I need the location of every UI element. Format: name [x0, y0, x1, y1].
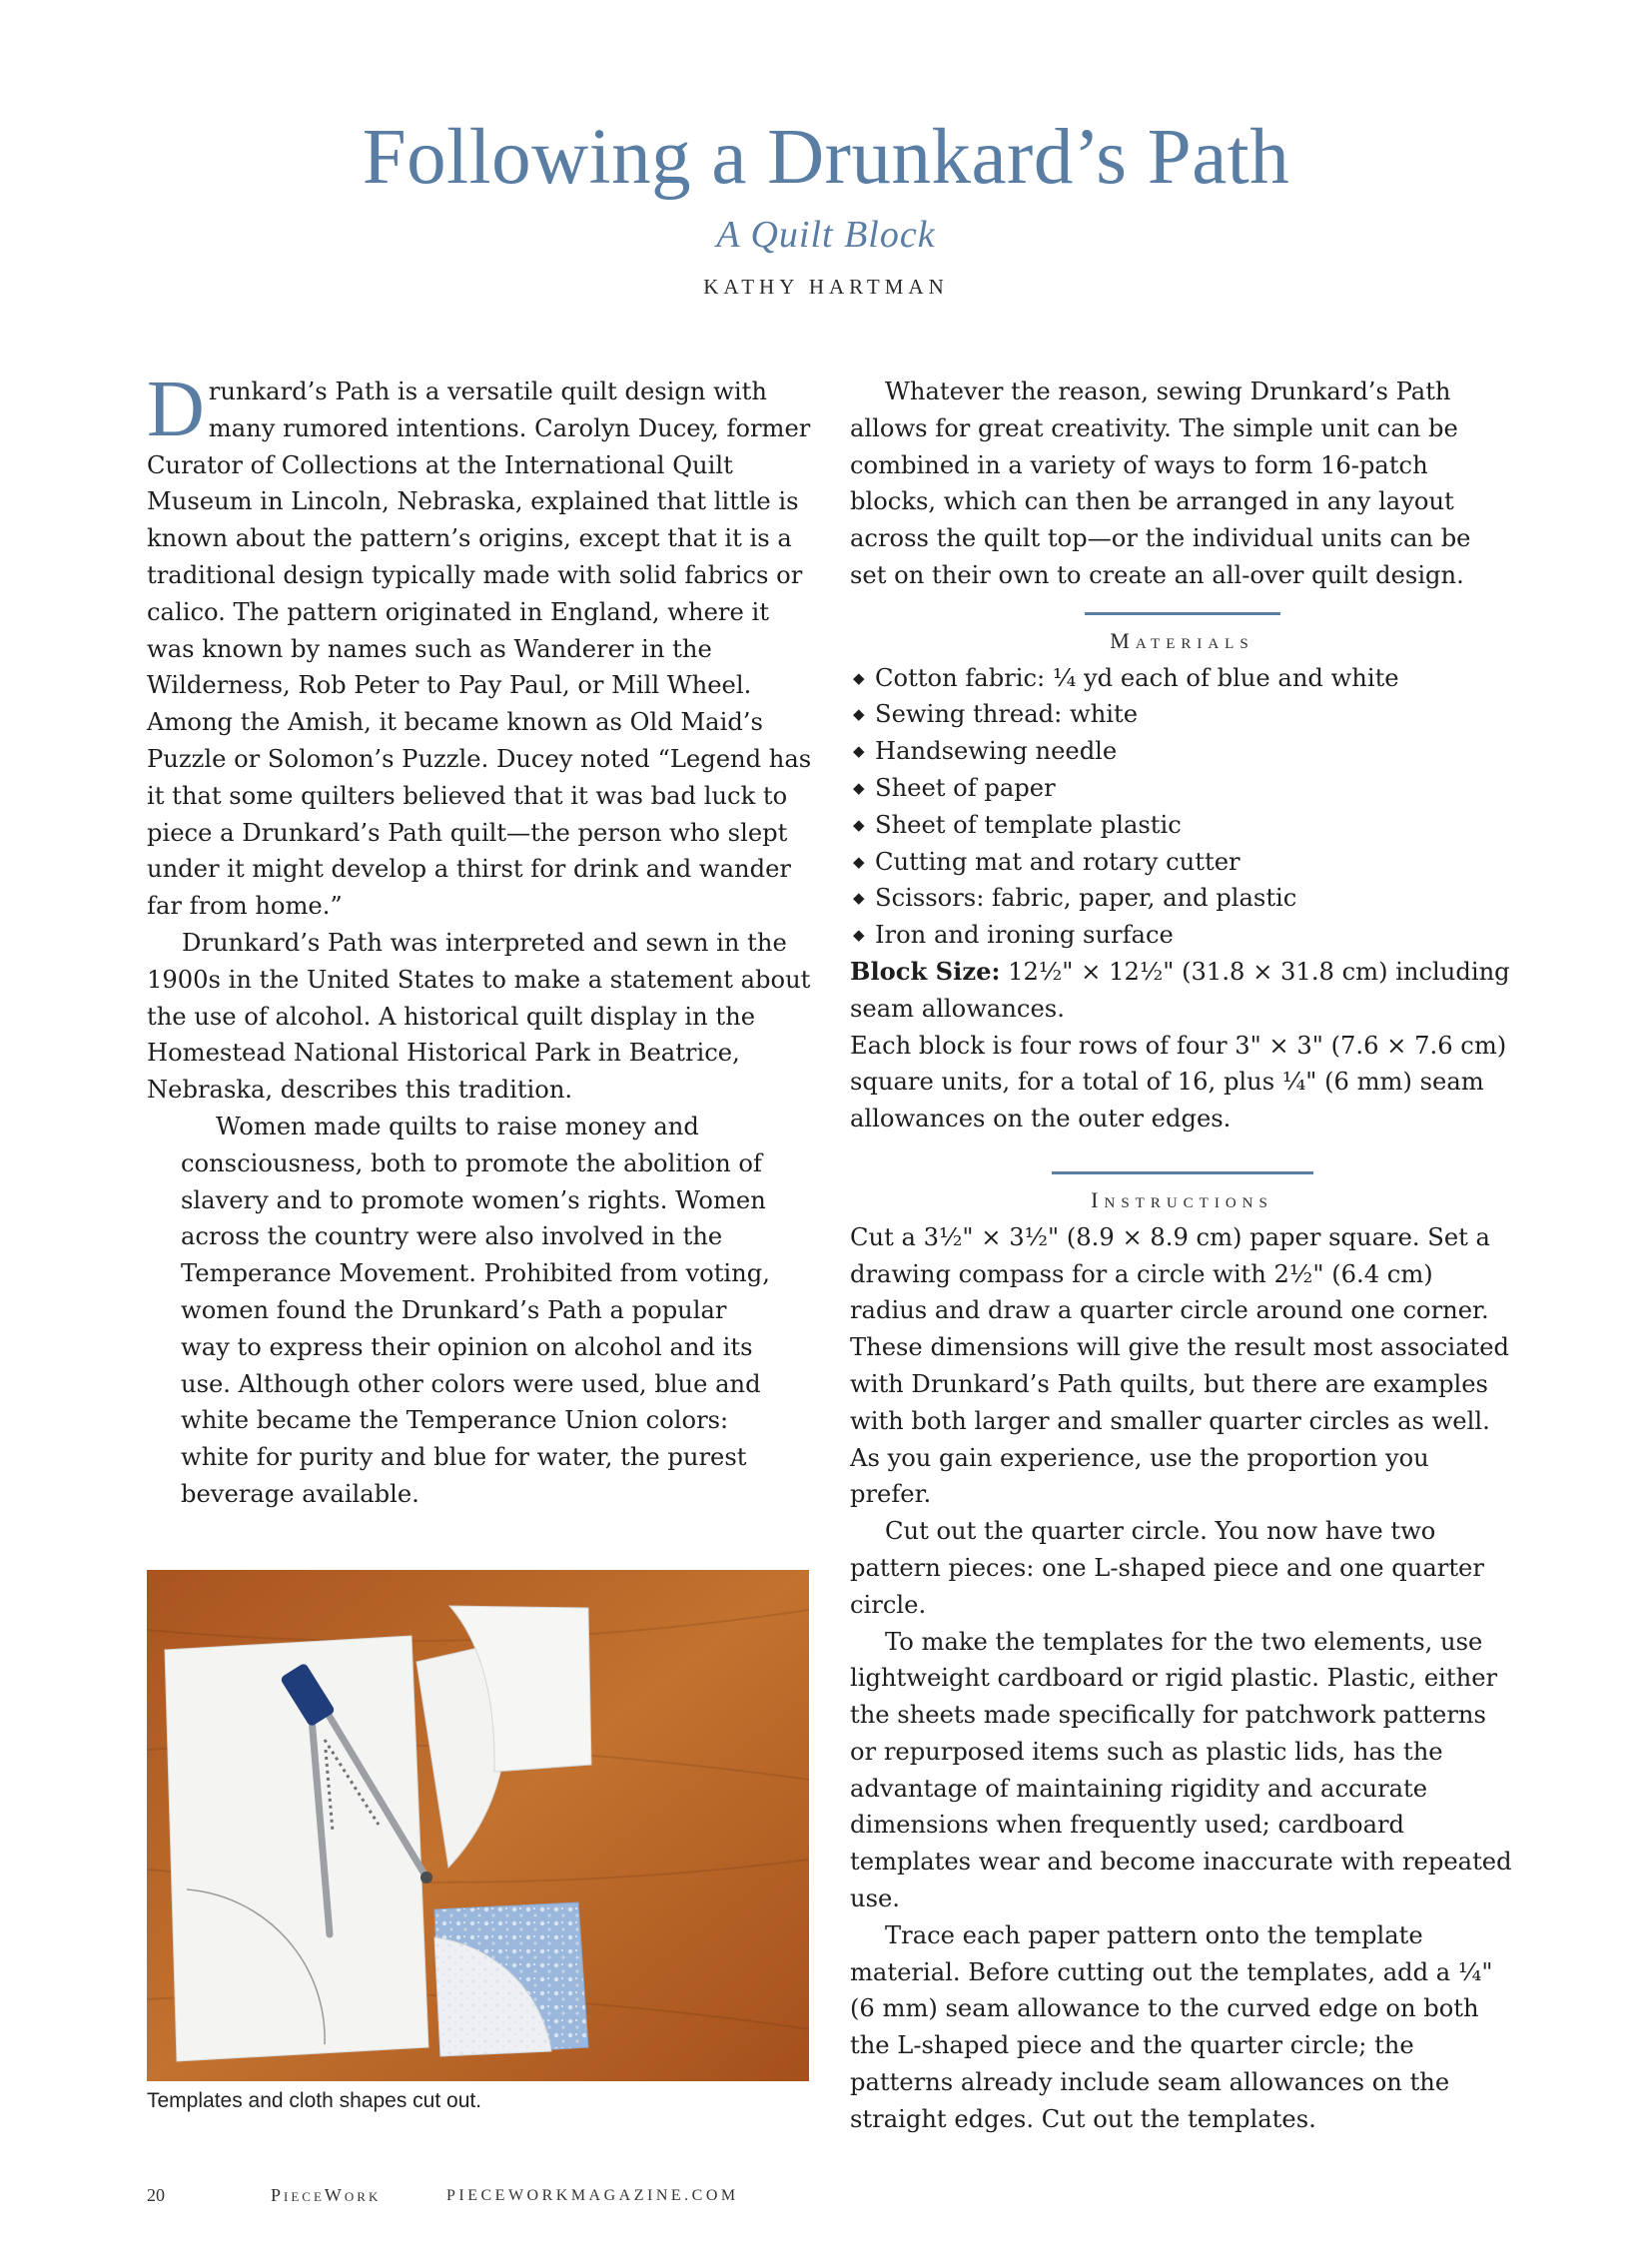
article-subtitle: A Quilt Block [716, 214, 936, 256]
quote-text: Women made quilts to raise money and consciousness, both to promote the abolition of slavery and to promote women’s rights. Women across the country were also involved in the Temperance Movement. Prohibited from voting, women found the Drunkard’s Path a popular way to express their opinion on alcohol and its use. Although other colors were used, blue and white became the Temperance Union colors: white for purity and blue for water, the purest beverage available. [181, 1113, 770, 1508]
materials-heading: Materials [1110, 627, 1254, 653]
creativity-paragraph: Whatever the reason, sewing Drunkard’s Path allows for great creativity. The simple unit can be combined in a variety of ways to form 16-patch blocks, which can then be arranged in any layout across the quilt top—or the individual units can be set on their own to create an all-over quilt design. [850, 377, 1471, 589]
page-number: 20 [147, 2185, 165, 2205]
left-column [147, 366, 815, 1109]
list-item: ◆ Scissors: fabric, paper, and plastic [850, 880, 1514, 917]
intro-text: runkard’s Path is a versatile quilt design with many rumored intentions. Carolyn Ducey, former Curator of Collections at the International Quilt Museum in Lincoln, Nebraska, explained that little is known about the pattern’s origins, except that it is a traditional design typically made with solid fabrics or calico. The pattern originated in England, where it was known by names such as Wanderer in the Wilderness, Rob Peter to Pay Paul, or Mill Wheel. Among the Amish, it became known as Old Maid’s Puzzle or Solomon’s Puzzle. Ducey noted “Legend has it that some quilters believed that it was bad luck to piece a Drunkard’s Path quilt—the person who slept under it might develop a thirst for drink and wander far from home.” [147, 377, 812, 921]
drop-cap: D [147, 366, 205, 453]
article-title: Following a Drunkard’s Path [362, 114, 1290, 201]
block-size [850, 954, 1514, 1028]
diamond-bullet-icon: ◆ [853, 889, 865, 908]
instructions-heading: Instructions [1091, 1186, 1273, 1212]
diamond-bullet-icon: ◆ [853, 742, 865, 761]
instruction-paragraph: Trace each paper pattern onto the template material. Before cutting out the templates, add a ¼" (6 mm) seam allowance to the curved edge on both the L-shaped piece and the quarter circle; the patterns already include seam allowances on the straight edges. Cut out the templates. [850, 1920, 1493, 2133]
templates-photo [147, 1570, 809, 2081]
list-item: ◆ Sheet of paper [850, 770, 1514, 807]
right-column [850, 374, 1514, 2138]
list-item: ◆ Iron and ironing surface [850, 917, 1514, 954]
diamond-bullet-icon: ◆ [853, 926, 865, 945]
list-item: ◆ Sheet of template plastic [850, 807, 1514, 844]
materials-rule [1085, 612, 1280, 615]
instruction-paragraph: To make the templates for the two elements, use lightweight cardboard or rigid plastic. Plastic, either the sheets made specifically for patchwork patterns or repurposed items such as plastic lids, has the advantage of maintaining rigidity and accurate dimensions when frequently used; cardboard templates wear and become inaccurate with repeated use. [850, 1627, 1512, 1913]
diamond-bullet-icon: ◆ [853, 668, 865, 687]
block-size-label: Block Size: [850, 956, 1001, 986]
list-item: ◆ Cutting mat and rotary cutter [850, 844, 1514, 881]
history-paragraph: Drunkard’s Path was interpreted and sewn in the 1900s in the United States to make a statement about the use of alcohol. A historical quilt display in the Homestead National Historical Park in Beatrice, Nebraska, describes this tradition. [147, 928, 811, 1105]
magazine-name: PieceWork [271, 2185, 382, 2205]
list-item: ◆ Sewing thread: white [850, 696, 1514, 733]
diamond-bullet-icon: ◆ [853, 705, 865, 724]
intro-paragraph [147, 366, 815, 925]
list-item: ◆ Handsewing needle [850, 733, 1514, 770]
magazine-url: PIECEWORKMAGAZINE.COM [446, 2187, 739, 2204]
photo-caption: Templates and cloth shapes cut out. [147, 2089, 482, 2112]
fabric-square [434, 1902, 588, 2056]
diamond-bullet-icon: ◆ [853, 815, 865, 834]
block-size-text: 12½" × 12½" (31.8 × 31.8 cm) including seam allowances. [850, 957, 1510, 1023]
instruction-paragraph: Cut out the quarter circle. You now have two pattern pieces: one L-shaped piece and one quarter circle. [850, 1517, 1484, 1619]
block-quote [181, 1109, 780, 1513]
instruction-paragraph: Cut a 3½" × 3½" (8.9 × 8.9 cm) paper square. Set a drawing compass for a circle with 2½" (6.4 cm) radius and draw a quarter circle around one corner. These dimensions will give the result most associated with Drunkard’s Path quilts, but there are examples with both larger and smaller quarter circles as well. As you gain experience, use the proportion you prefer. [850, 1222, 1510, 1509]
instructions-rule [1052, 1171, 1313, 1174]
templates-illustration [147, 1570, 809, 2081]
diamond-bullet-icon: ◆ [853, 778, 865, 797]
diamond-bullet-icon: ◆ [853, 852, 865, 871]
block-description: Each block is four rows of four 3" × 3" (7.6 × 7.6 cm) square units, for a total of 16, plus ¼" (6 mm) seam allowances on the outer edges. [850, 1031, 1507, 1133]
materials-list [850, 660, 1514, 954]
author-byline: KATHY HARTMAN [703, 275, 949, 299]
list-item: ◆ Cotton fabric: ¼ yd each of blue and white [850, 660, 1514, 697]
